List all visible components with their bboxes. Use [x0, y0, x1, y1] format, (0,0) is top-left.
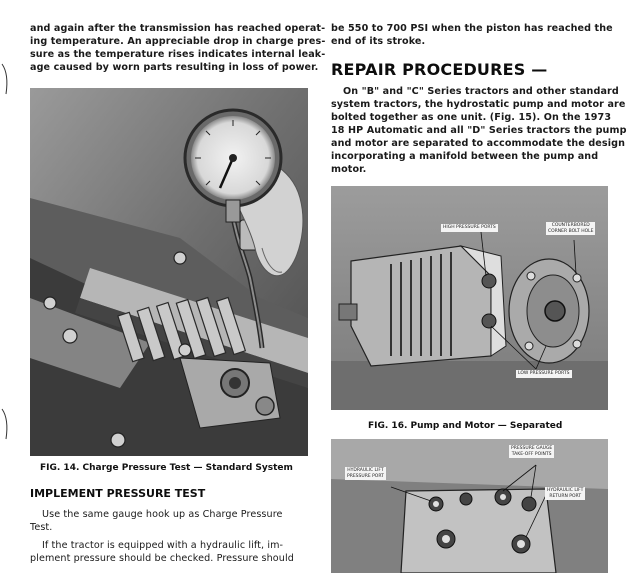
- text-line: motor.: [331, 164, 367, 175]
- margin-curve-mark: [0, 60, 14, 100]
- text-line: ing temperature. An appreciable drop in charge pres-: [30, 36, 326, 47]
- text-line: and again after the transmission has reached operat-: [30, 23, 326, 34]
- text-line: plement pressure should be checked. Pressure should: [30, 553, 294, 564]
- text-line: bolted together as one unit. (Fig. 15). On the 1973: [331, 112, 612, 123]
- figure-16-caption: FIG. 16. Pump and Motor — Separated: [368, 421, 563, 431]
- text-line: age caused by worn parts resulting in loss of power.: [30, 62, 319, 73]
- margin-curve-mark: [0, 405, 14, 445]
- repair-procedures-heading: REPAIR PROCEDURES —: [331, 60, 548, 79]
- figure-14-photo: [30, 88, 308, 456]
- text-line: If the tractor is equipped with a hydraulic lift, im-: [42, 540, 284, 551]
- label-low-pressure-ports: LOW PRESSURE PORTS: [518, 371, 570, 376]
- text-line: sure as the temperature rises indicates internal leak-: [30, 49, 326, 60]
- implement-paragraph-2: [30, 539, 308, 565]
- implement-pressure-heading: IMPLEMENT PRESSURE TEST: [30, 487, 206, 500]
- text-line: and motor are separated to accommodate the design: [331, 138, 626, 149]
- text-line: system tractors, the hydrostatic pump and motor are: [331, 99, 626, 110]
- label-high-pressure-ports: HIGH PRESSURE PORTS: [443, 225, 496, 230]
- text-line: Test.: [30, 522, 53, 533]
- figure-14-caption: FIG. 14. Charge Pressure Test — Standard System: [40, 463, 293, 473]
- figure-17-photo: [331, 439, 608, 573]
- text-line: On "B" and "C" Series tractors and other standard: [343, 86, 619, 97]
- text-line: incorporating a manifold between the pump and: [331, 151, 599, 162]
- text-line: 18 HP Automatic and all "D" Series tractors the pump: [331, 125, 627, 136]
- text-line: end of its stroke.: [331, 36, 426, 47]
- label-hydraulic-lift-return-port: HYDRAULIC LIFT RETURN PORT: [547, 488, 584, 499]
- continued-paragraph: [331, 22, 613, 48]
- figure-16-photo: [331, 186, 608, 410]
- repair-paragraph: [331, 85, 627, 176]
- label-pressure-gauge-takeoff: PRESSURE GAUGE TAKE-OFF POINTS: [511, 446, 553, 457]
- text-line: be 550 to 700 PSI when the piston has reached the: [331, 23, 613, 34]
- label-counterbored-bolt-hole: COUNTERBORED CORNER BOLT HOLE: [548, 223, 594, 234]
- implement-paragraph-1: [30, 508, 308, 534]
- text-line: Use the same gauge hook up as Charge Pressure: [42, 509, 283, 520]
- intro-paragraph: [30, 22, 326, 74]
- label-hydraulic-lift-pressure-port: HYDRAULIC LIFT PRESSURE PORT: [347, 468, 384, 479]
